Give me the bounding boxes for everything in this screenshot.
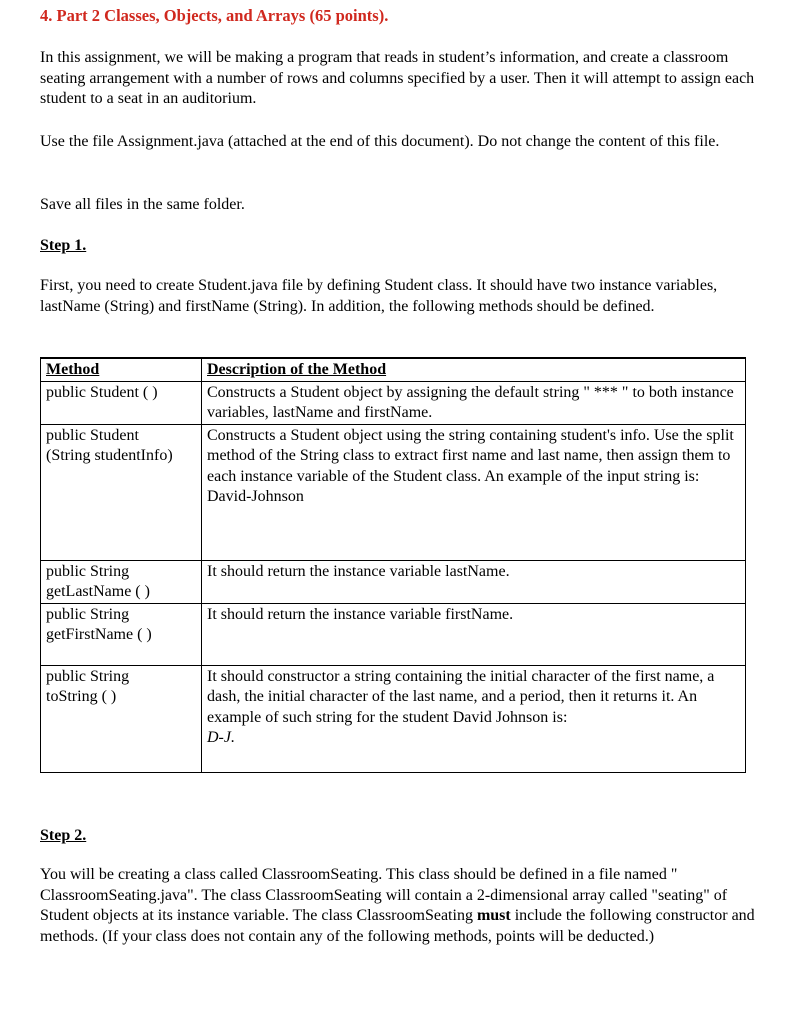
example-text: D-J. [207,729,235,746]
header-description: Description of the Method [202,358,746,381]
methods-table [40,357,746,773]
must-emphasis: must [476,907,511,924]
header-method: Method [41,358,202,381]
method-cell: public String getLastName ( ) [41,560,202,603]
description-cell: It should return the instance variable firstName. [202,603,746,665]
section-heading: 4. Part 2 Classes, Objects, and Arrays (65 points). [40,6,389,25]
method-cell: public String toString ( ) [41,665,202,772]
table-row [41,603,746,665]
method-cell: public Student (String studentInfo) [41,424,202,560]
description-cell: It should return the instance variable lastName. [202,560,746,603]
table-header-row [41,358,746,381]
use-file-paragraph: Use the file Assignment.java (attached at the end of this document). Do not change the content of this file. [40,133,720,150]
table-row [41,381,746,424]
step2-title: Step 2. [40,827,87,844]
table-row [41,665,746,772]
description-cell: Constructs a Student object by assigning the default string " *** " to both instance variables, lastName and firstName. [202,381,746,424]
method-cell: public Student ( ) [41,381,202,424]
save-paragraph: Save all files in the same folder. [40,196,245,213]
step1-paragraph: First, you need to create Student.java file by defining Student class. It should have two instance variables, lastName (String) and firstName (String). In addition, the following methods should be defined. [40,277,718,315]
example-text: David-Johnson [207,488,304,505]
step2-paragraph: You will be creating a class called ClassroomSeating. This class should be defined in a file named " ClassroomSeating.java". The class ClassroomSeating will contain a 2-dimensional array called "seating" of Student objects at its instance variable. The class ClassroomSeating must include the following constructor and methods. (If your class does not contain any of the following methods, points will be deducted.) [40,866,755,945]
method-cell: public String getFirstName ( ) [41,603,202,665]
table-row [41,560,746,603]
step1-title: Step 1. [40,237,87,254]
description-cell: It should constructor a string containing the initial character of the first name, a dash, the initial character of the last name, and a period, then it returns it. An example of such string for the student David Johnson is: D-J. [202,665,746,772]
description-cell: Constructs a Student object using the string containing student's info. Use the split method of the String class to extract first name and last name, then assign them to each instance variable of the Student class. An example of the input string is: David-Johnson [202,424,746,560]
intro-paragraph: In this assignment, we will be making a program that reads in student’s information, and create a classroom seating arrangement with a number of rows and columns specified by a user. Then it will attempt to assign each student to a seat in an auditorium. [40,49,755,107]
table-row [41,424,746,560]
